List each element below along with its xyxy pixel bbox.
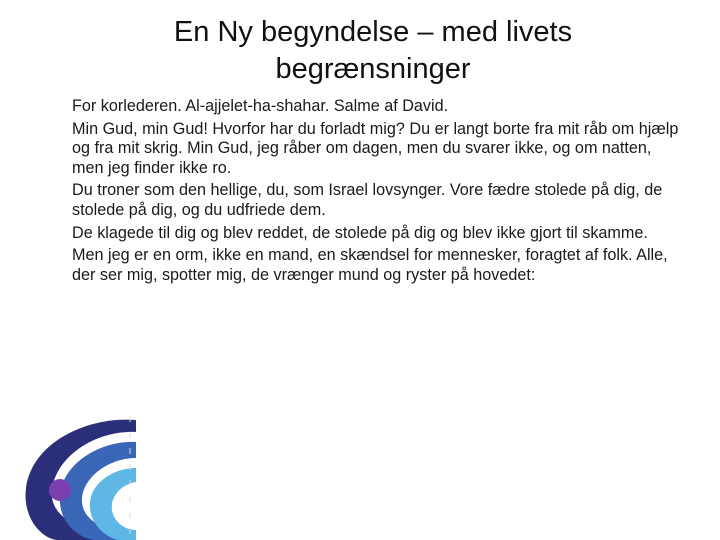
paragraph: De klagede til dig og blev reddet, de stolede på dig og blev ikke gjort til skamme. — [72, 223, 648, 242]
slide-body — [72, 97, 684, 288]
paragraph: Min Gud, min Gud! Hvorfor har du forladt mig? Du er langt borte fra mit råb om hjælp og fra mit skrig. Min Gud, jeg råber om dagen, men du svarer ikke, og om natten, men jeg finder ikke ro. — [72, 119, 679, 177]
paragraph: Du troner som den hellige, du, som Israel lovsynger. Vore fædre stolede på dig, de stolede på dig, og du udfriede dem. — [72, 181, 663, 219]
title-line-1: En Ny begyndelse – med livets — [173, 16, 573, 48]
swirl-logo-icon — [18, 418, 138, 540]
paragraph: Men jeg er en orm, ikke en mand, en skændsel for mennesker, foragtet af folk. Alle, der ser mig, spotter mig, de vrænger mund og ryster på hovedet: — [72, 246, 668, 284]
dotted-divider — [128, 416, 132, 540]
title-line-2: begrænsninger — [275, 53, 471, 85]
paragraph: For korlederen. Al-ajjelet-ha-shahar. Salme af David. — [72, 97, 449, 115]
slide-title — [100, 14, 646, 88]
